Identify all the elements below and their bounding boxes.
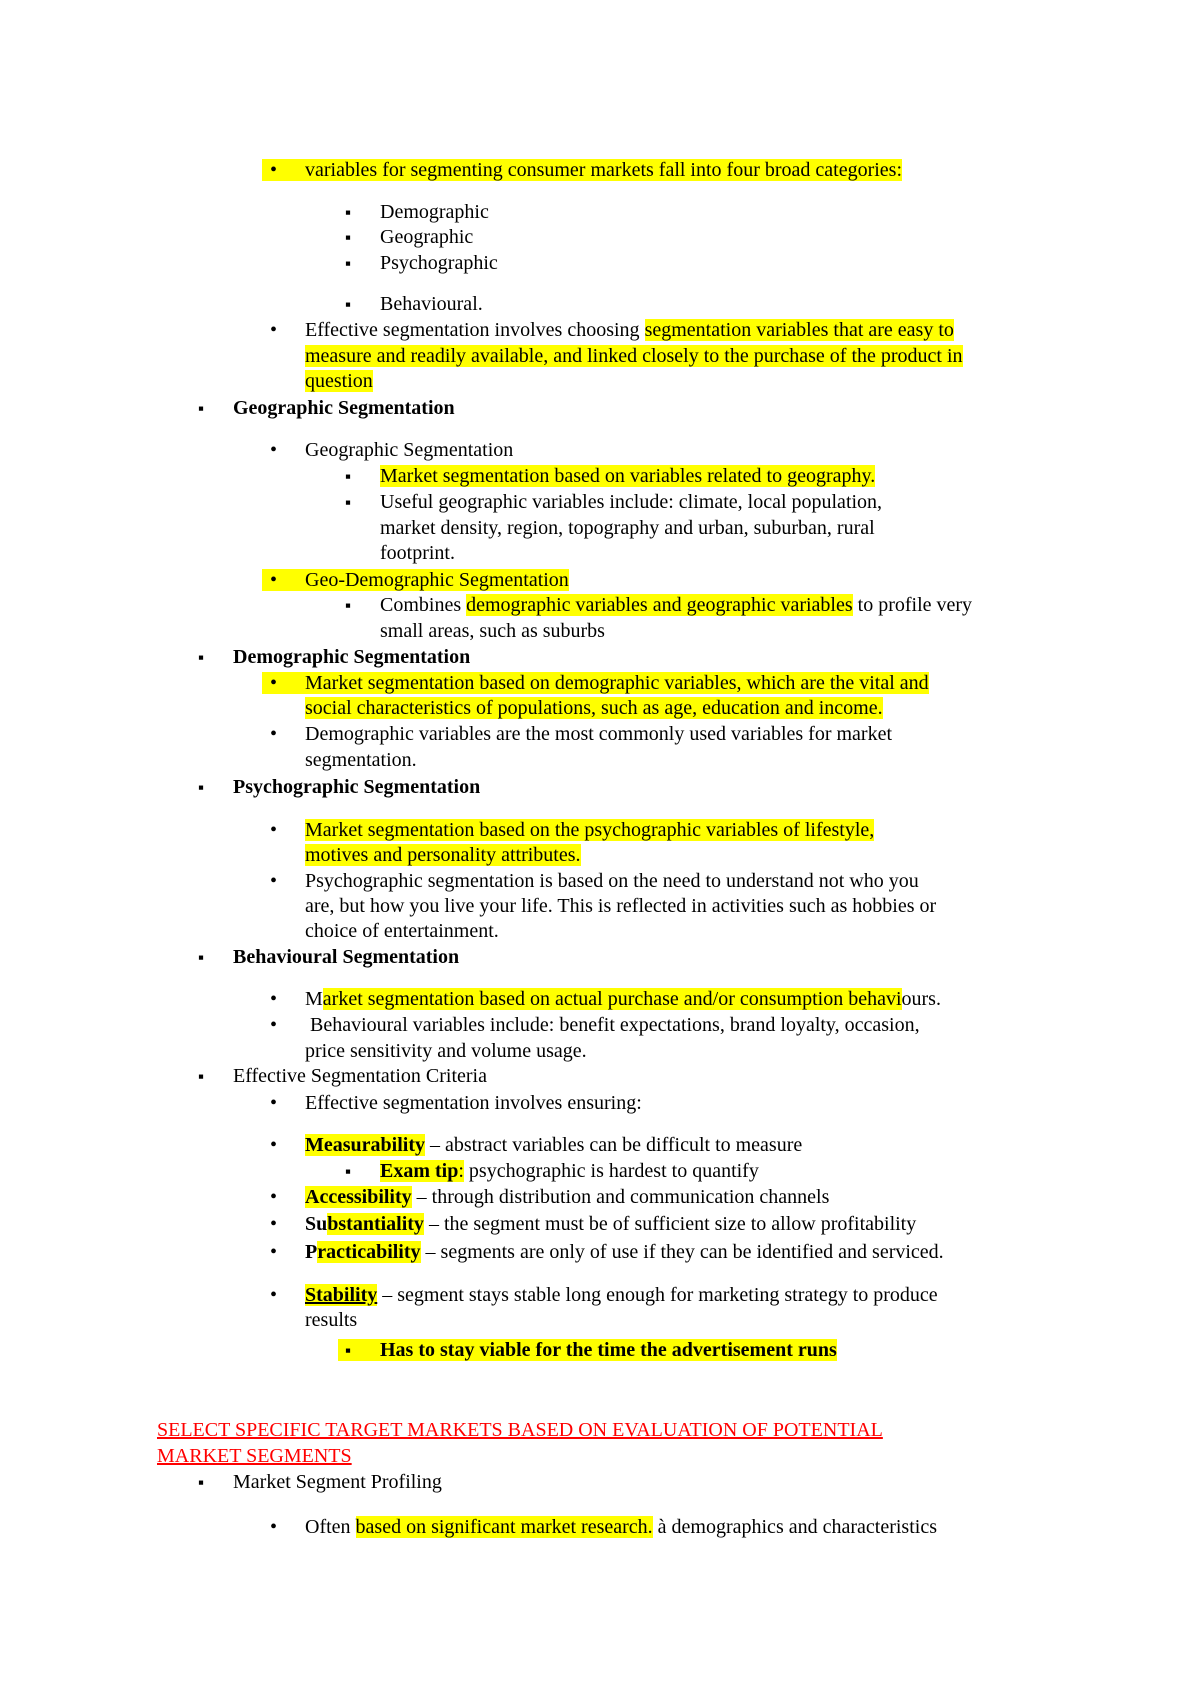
definition-text: social characteristics of populations, such as age, education and income. <box>305 697 883 719</box>
effective-segmentation-note <box>265 317 954 343</box>
subpoint-text: Has to stay viable for the time the advertisement runs <box>380 1339 837 1361</box>
effective-segmentation-cont <box>305 368 373 394</box>
geographic-subheading <box>265 437 513 463</box>
geographic-variables-cont <box>380 540 455 566</box>
round-bullet-icon: • <box>270 1213 278 1235</box>
criterion-term-prefix: Su <box>305 1213 328 1235</box>
variables-text: footprint. <box>380 542 455 564</box>
highlight <box>262 159 902 181</box>
round-bullet-icon: • <box>270 870 278 892</box>
heading-text: Psychographic Segmentation <box>233 776 481 798</box>
heading-text: Demographic Segmentation <box>233 646 471 668</box>
square-bullet-icon: ▪ <box>345 596 352 615</box>
intro-text: Effective segmentation involves ensuring: <box>305 1092 642 1114</box>
criterion-stability-cont <box>305 1307 357 1333</box>
effective-highlight-text: measure and readily available, and linked closely to the purchase of the product in <box>305 345 963 367</box>
round-bullet-icon: • <box>270 439 278 461</box>
square-bullet-icon: ▪ <box>345 1162 352 1181</box>
note-text: Psychographic segmentation is based on the need to understand not who you <box>305 870 919 892</box>
exam-tip-desc: psychographic is hardest to quantify <box>463 1160 759 1182</box>
geographic-variables <box>340 489 882 515</box>
definition-text: Market segmentation based on demographic variables, which are the vital and <box>305 672 929 694</box>
round-bullet-icon: • <box>270 1241 278 1263</box>
square-bullet-icon: ▪ <box>198 1067 205 1086</box>
heading-text: Geographic Segmentation <box>233 397 455 419</box>
definition-post: ours. <box>901 988 941 1010</box>
heading-text: Behavioural Segmentation <box>233 946 460 968</box>
round-bullet-icon: • <box>270 1284 278 1306</box>
criterion-desc: – the segment must be of sufficient size to allow profitability <box>423 1213 917 1235</box>
behavioural-note-cont <box>305 1038 587 1064</box>
round-bullet-icon: • <box>270 1014 278 1036</box>
category-item <box>340 291 483 317</box>
criterion-term: racticability <box>317 1241 421 1263</box>
square-bullet-icon: ▪ <box>198 948 205 967</box>
criterion-desc: – segments are only of use if they can be identified and serviced. <box>420 1241 944 1263</box>
intro-text: variables for segmenting consumer markets fall into four broad categories: <box>305 159 903 181</box>
note-text: Behavioural variables include: benefit expectations, brand loyalty, occasion, <box>305 1014 920 1036</box>
criteria-intro <box>265 1090 642 1116</box>
demographic-heading <box>193 644 470 670</box>
note-text: segmentation. <box>305 749 417 771</box>
criterion-measurability <box>265 1132 802 1158</box>
category-item <box>340 199 489 225</box>
round-bullet-icon: • <box>270 159 278 181</box>
round-bullet-icon: • <box>270 723 278 745</box>
criterion-term-prefix: P <box>305 1241 318 1263</box>
demographic-definition-cont <box>305 695 883 721</box>
square-bullet-icon: ▪ <box>345 467 352 486</box>
criterion-accessibility <box>265 1184 829 1210</box>
exam-tip-term: Exam tip <box>380 1160 459 1182</box>
psychographic-definition <box>265 817 874 843</box>
geographic-heading <box>193 395 455 421</box>
psychographic-heading <box>193 774 480 800</box>
subheading-text: Geographic Segmentation <box>305 439 514 461</box>
heading-text: Effective Segmentation Criteria <box>233 1065 487 1087</box>
market-segment-profiling <box>193 1469 442 1495</box>
often-pre: Often <box>305 1516 356 1538</box>
profiling-note <box>265 1514 937 1540</box>
often-highlight: based on significant market research. <box>355 1516 653 1538</box>
definition-highlight: arket segmentation based on actual purchase and/or consumption behavi <box>322 988 902 1010</box>
square-bullet-icon: ▪ <box>198 1473 205 1492</box>
effective-plain-text: Effective segmentation involves choosing <box>305 319 645 341</box>
criterion-practicability <box>265 1239 944 1265</box>
geo-demographic-heading <box>262 567 569 593</box>
square-bullet-icon: ▪ <box>345 295 352 314</box>
round-bullet-icon: • <box>270 319 278 341</box>
category-label: Demographic <box>380 201 489 223</box>
round-bullet-icon: • <box>270 1092 278 1114</box>
square-bullet-icon: ▪ <box>345 254 352 273</box>
combines-cont: small areas, such as suburbs <box>380 620 605 642</box>
often-post: à demographics and characteristics <box>652 1516 937 1538</box>
variables-text: market density, region, topography and urban, suburban, rural <box>380 517 875 539</box>
consumer-categories-intro <box>262 157 902 183</box>
target-markets-heading: SELECT SPECIFIC TARGET MARKETS BASED ON EVALUATION OF POTENTIAL <box>157 1419 883 1441</box>
criterion-term: Accessibility <box>305 1186 412 1208</box>
criterion-term: Measurability <box>305 1134 425 1156</box>
variables-text: Useful geographic variables include: climate, local population, <box>380 491 883 513</box>
round-bullet-icon: • <box>270 1186 278 1208</box>
highlight <box>262 672 929 694</box>
effective-highlight-text: question <box>305 370 373 392</box>
definition-text: Market segmentation based on variables related to geography. <box>380 465 876 487</box>
geo-demographic-combines-cont <box>380 618 605 644</box>
round-bullet-icon: • <box>270 819 278 841</box>
round-bullet-icon: • <box>270 988 278 1010</box>
combines-highlight: demographic variables and geographic variables <box>466 594 853 616</box>
target-markets-heading-cont: MARKET SEGMENTS <box>157 1445 352 1467</box>
definition-text: motives and personality attributes. <box>305 844 581 866</box>
highlight <box>338 1339 837 1361</box>
criterion-term: bstantiality <box>327 1213 424 1235</box>
psychographic-note-cont <box>305 893 936 919</box>
highlight <box>380 1160 464 1182</box>
category-label: Behavioural. <box>380 293 483 315</box>
exam-tip <box>340 1158 759 1184</box>
geo-demographic-combines <box>340 592 972 618</box>
demographic-note-cont <box>305 747 417 773</box>
effective-highlight-text: segmentation variables that are easy to <box>644 319 954 341</box>
note-text: are, but how you live your life. This is reflected in activities such as hobbies or <box>305 895 937 917</box>
note-text: price sensitivity and volume usage. <box>305 1040 587 1062</box>
highlight <box>262 569 569 591</box>
category-item <box>340 224 473 250</box>
heading-text: Geo-Demographic Segmentation <box>305 569 569 591</box>
criterion-stability <box>265 1282 938 1308</box>
psychographic-note <box>265 868 919 894</box>
square-bullet-icon: ▪ <box>345 228 352 247</box>
combines-pre: Combines <box>380 594 467 616</box>
square-bullet-icon: ▪ <box>345 203 352 222</box>
square-bullet-icon: ▪ <box>198 778 205 797</box>
category-label: Psychographic <box>380 252 498 274</box>
round-bullet-icon: • <box>270 1134 278 1156</box>
combines-post: to profile very <box>852 594 973 616</box>
criterion-desc: – through distribution and communication channels <box>411 1186 830 1208</box>
definition-text: Market segmentation based on the psychographic variables of lifestyle, <box>305 819 875 841</box>
note-text: choice of entertainment. <box>305 920 499 942</box>
psychographic-definition-cont <box>305 842 581 868</box>
psychographic-note-cont <box>305 918 499 944</box>
square-bullet-icon: ▪ <box>345 1341 352 1360</box>
square-bullet-icon: ▪ <box>198 648 205 667</box>
behavioural-definition <box>265 986 941 1012</box>
geographic-definition <box>340 463 875 489</box>
profiling-text: Market Segment Profiling <box>233 1471 442 1493</box>
criterion-desc: – abstract variables can be difficult to measure <box>425 1134 803 1156</box>
category-label: Geographic <box>380 226 474 248</box>
category-item <box>340 250 498 276</box>
criterion-substantiality <box>265 1211 916 1237</box>
square-bullet-icon: ▪ <box>198 399 205 418</box>
geographic-variables-cont <box>380 515 875 541</box>
criteria-heading <box>193 1063 487 1089</box>
round-bullet-icon: • <box>270 1516 278 1538</box>
exam-tip-colon: : <box>458 1160 464 1182</box>
round-bullet-icon: • <box>270 569 278 591</box>
demographic-definition <box>262 670 929 696</box>
stability-subpoint <box>338 1337 837 1363</box>
criterion-term: Stability <box>305 1284 378 1306</box>
behavioural-heading <box>193 944 459 970</box>
criterion-desc: – segment stays stable long enough for marketing strategy to produce <box>377 1284 938 1306</box>
effective-segmentation-cont <box>305 343 963 369</box>
behavioural-note <box>265 1012 920 1038</box>
note-text: Demographic variables are the most commonly used variables for market <box>305 723 893 745</box>
round-bullet-icon: • <box>270 672 278 694</box>
definition-pre: M <box>305 988 323 1010</box>
demographic-note <box>265 721 892 747</box>
square-bullet-icon: ▪ <box>345 493 352 512</box>
criterion-desc: results <box>305 1309 358 1331</box>
